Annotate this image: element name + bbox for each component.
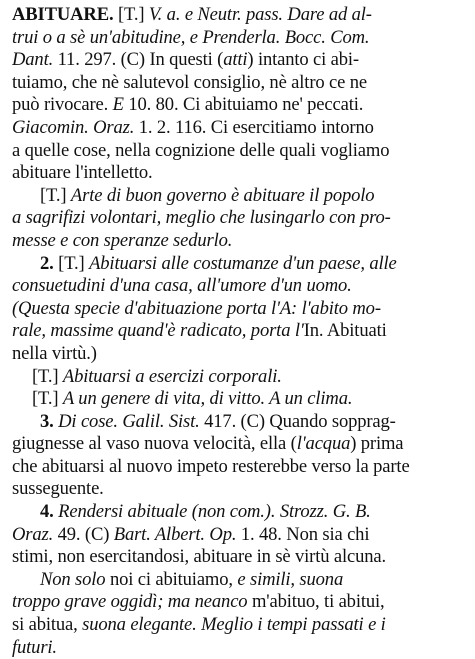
text-span: stimi, non esercitandosi, abituare in sè virtù alcuna. (12, 546, 386, 568)
italic-text: A un genere di vita, di vitto. A un clima. (62, 388, 353, 410)
text-span: susseguente. (12, 478, 104, 500)
text-line (12, 524, 465, 547)
bold-text: ABITUARE. (12, 4, 114, 25)
dictionary-entry (12, 4, 465, 659)
text-line (12, 27, 465, 50)
italic-text: consuetudini d'una casa, all'umore d'un uomo. (12, 275, 352, 297)
text-line (12, 637, 465, 659)
text-line (12, 275, 465, 298)
text-line (12, 546, 465, 569)
italic-text: trui o a sè un'abitudine, e Prenderla. Bocc. Com. (12, 26, 370, 48)
text-line (12, 185, 465, 208)
italic-text: atti (223, 49, 248, 71)
text-span: 417. (C) Quando sopprag- (199, 410, 396, 432)
text-line (12, 591, 465, 614)
italic-text: Giacomin. Oraz. (12, 116, 135, 138)
bold-text: 2. (40, 252, 54, 274)
text-line (12, 411, 465, 434)
text-span: 11. 297. (C) In questi ( (53, 49, 224, 71)
text-span: [T.] (40, 184, 71, 206)
text-span: a quelle cose, nella cognizione delle quali vogliamo (12, 139, 390, 161)
text-line (12, 230, 465, 253)
text-span: che abituarsi al nuovo impeto resterebbe verso la parte (12, 455, 410, 477)
italic-text: troppo grave oggidì; ma neanco (12, 591, 248, 613)
italic-text: (Questa specie d'abituazione porta l'A: l'abito mo- (12, 297, 381, 319)
text-line (12, 569, 465, 592)
bold-text: 4. (40, 501, 54, 523)
italic-text: Abituarsi alle costumanze d'un paese, alle (89, 252, 397, 274)
text-line (12, 94, 465, 117)
italic-text: Abituarsi a esercizi corporali. (62, 365, 282, 387)
italic-text: Arte di buon governo è abituare il popolo (70, 184, 375, 206)
text-span: 1. 2. 116. Ci esercitiamo intorno (134, 116, 374, 138)
text-span: ) prima (350, 433, 404, 455)
text-span: 49. (C) (53, 523, 114, 545)
text-span: [T.] (113, 4, 149, 25)
text-span: In. Abituati (303, 320, 387, 342)
text-line (12, 117, 465, 140)
bold-text: 3. (40, 410, 54, 432)
italic-text: a sagrifizi volontari, meglio che lusingarlo con pro- (12, 207, 391, 229)
text-span: nella virtù.) (12, 342, 97, 364)
text-span: abituare l'intelletto. (12, 162, 153, 184)
text-line (12, 478, 465, 501)
text-line (12, 433, 465, 456)
text-line (12, 320, 465, 343)
italic-text: E (112, 94, 124, 116)
italic-text: Rendersi abituale (non com.). Strozz. G. B. (53, 501, 371, 523)
text-span: giugnesse al vaso nuova velocità, ella ( (12, 433, 297, 455)
text-line (12, 4, 465, 27)
italic-text: V. a. e Neutr. pass. Dare ad al- (148, 4, 372, 25)
text-line (12, 388, 465, 411)
text-line (12, 614, 465, 637)
italic-text: suona elegante. Meglio i tempi passati e i (82, 614, 386, 636)
italic-text: Non solo (40, 568, 106, 590)
text-span: m'abituo, ti abitui, (247, 591, 385, 613)
italic-text: rale, massime quand'è radicato, porta l' (12, 320, 304, 342)
italic-text: futuri. (12, 636, 57, 658)
text-span: [T.] (32, 388, 63, 410)
text-span: si abitua, (12, 614, 83, 636)
text-line (12, 162, 465, 185)
italic-text: e simili, suona (237, 568, 344, 590)
italic-text: l'acqua (296, 433, 351, 455)
text-span: [T.] (32, 365, 63, 387)
text-line (12, 366, 465, 389)
text-line (12, 207, 465, 230)
text-line (12, 343, 465, 366)
text-line (12, 49, 465, 72)
text-span: tuiamo, che nè salutevol consiglio, nè altro ce ne (12, 71, 367, 93)
italic-text: Dant. (12, 49, 54, 71)
italic-text: messe e con speranze sedurlo. (12, 229, 233, 251)
italic-text: Di cose. Galil. Sist. (53, 410, 200, 432)
text-line (12, 140, 465, 163)
text-span: [T.] (53, 252, 90, 274)
text-line (12, 501, 465, 524)
text-span: 1. 48. Non sia chi (236, 523, 370, 545)
text-span: può rivocare. (12, 94, 113, 116)
text-line (12, 253, 465, 276)
text-line (12, 72, 465, 95)
text-line (12, 298, 465, 321)
italic-text: Oraz. (12, 523, 54, 545)
text-span: ) intanto ci abi- (247, 49, 359, 71)
text-span: noi ci abituiamo, (105, 568, 238, 590)
italic-text: Bart. Albert. Op. (113, 523, 237, 545)
text-line (12, 456, 465, 479)
text-span: 10. 80. Ci abituiamo ne' peccati. (123, 94, 364, 116)
